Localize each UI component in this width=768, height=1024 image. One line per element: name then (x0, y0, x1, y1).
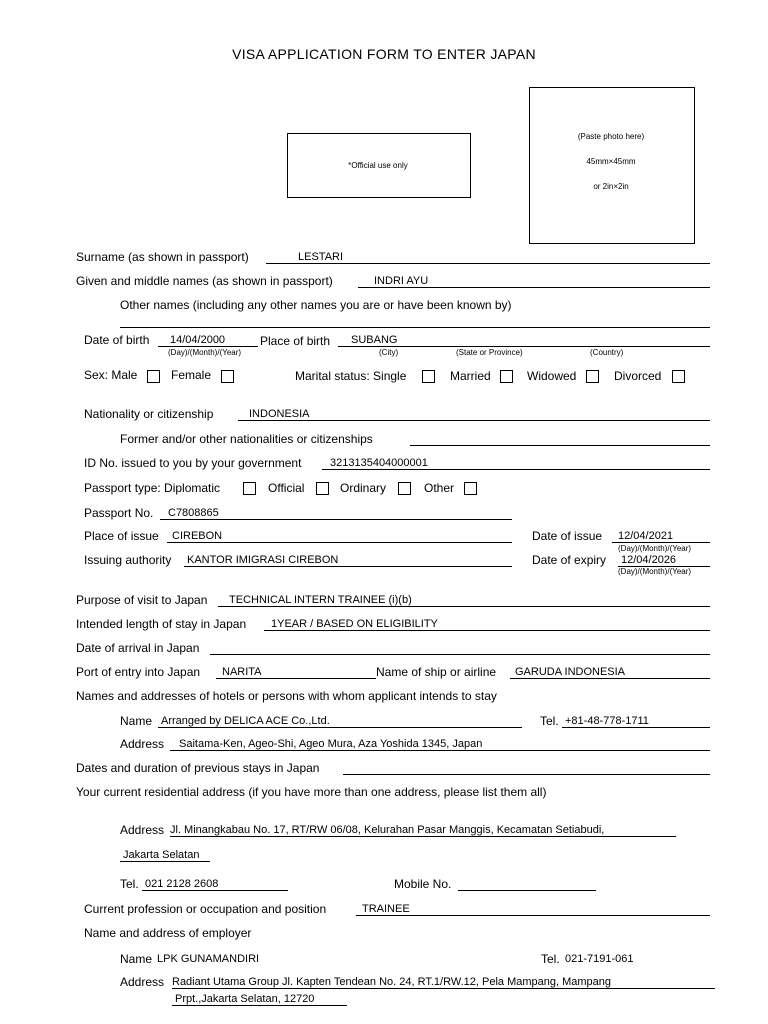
emp-name-value: LPK GUNAMANDIRI (157, 953, 260, 965)
previous-stays-line[interactable] (343, 774, 710, 775)
other-names-line[interactable] (120, 327, 710, 328)
given-names-value: INDRI AYU (374, 275, 429, 287)
emp-address-value-1: Radiant Utama Group Jl. Kapten Tendean No. 24, RT.1/RW.12, Pela Mampang, Mampang (172, 976, 612, 988)
profession-label: Current profession or occupation and position (84, 902, 327, 916)
employer-label: Name and address of employer (84, 926, 252, 940)
host-address-label: Address (120, 737, 165, 751)
host-name-label: Name (120, 714, 153, 728)
passport-ordinary-checkbox[interactable] (398, 482, 411, 495)
date-of-issue-value: 12/04/2021 (618, 530, 674, 542)
res-address-label: Address (120, 823, 165, 837)
emp-tel-label: Tel. (541, 952, 560, 966)
form-title: VISA APPLICATION FORM TO ENTER JAPAN (232, 46, 536, 62)
host-tel-value: +81-48-778-1711 (565, 715, 649, 727)
previous-stays-label: Dates and duration of previous stays in Japan (76, 761, 320, 775)
mobile-line[interactable] (458, 890, 596, 891)
port-of-entry-value: NARITA (222, 666, 262, 678)
date-of-expiry-value: 12/04/2026 (621, 554, 677, 566)
marital-divorced-label: Divorced (614, 369, 662, 383)
issuing-authority-value: KANTOR IMIGRASI CIREBON (187, 554, 339, 566)
former-nationality-label: Former and/or other nationalities or citizenships (120, 432, 373, 446)
date-of-expiry-label: Date of expiry (532, 553, 607, 567)
emp-address-label: Address (120, 975, 165, 989)
passport-official-label: Official (268, 481, 305, 495)
pob-hint-city: (City) (379, 348, 399, 357)
former-nationality-line[interactable] (410, 445, 710, 446)
host-name-value: Arranged by DELICA ACE Co.,Ltd. (161, 715, 330, 727)
emp-address-value-2: Prpt.,Jakarta Selatan, 12720 (175, 993, 315, 1005)
host-address-value: Saitama-Ken, Ageo-Shi, Ageo Mura, Aza Yoshida 1345, Japan (179, 738, 483, 750)
emp-name-label: Name (120, 952, 153, 966)
surname-label: Surname (as shown in passport) (76, 250, 249, 264)
length-of-stay-label: Intended length of stay in Japan (76, 617, 247, 631)
place-of-issue-value: CIREBON (172, 530, 223, 542)
ship-airline-label: Name of ship or airline (376, 665, 497, 679)
nationality-value: INDONESIA (249, 408, 310, 420)
marital-married-label: Married (450, 369, 491, 383)
marital-label: Marital status: Single (295, 369, 407, 383)
length-of-stay-value: 1YEAR / BASED ON ELIGIBILITY (271, 618, 438, 630)
marital-widowed-checkbox[interactable] (586, 370, 599, 383)
emp-tel-value: 021-7191-061 (565, 953, 634, 965)
surname-value: LESTARI (298, 251, 344, 263)
nationality-label: Nationality or citizenship (84, 407, 214, 421)
date-of-arrival-label: Date of arrival in Japan (76, 641, 200, 655)
port-of-entry-label: Port of entry into Japan (76, 665, 201, 679)
id-no-label: ID No. issued to you by your government (84, 456, 302, 470)
res-tel-value: 021 2128 2608 (145, 878, 219, 890)
issuing-authority-label: Issuing authority (84, 553, 172, 567)
place-of-issue-label: Place of issue (84, 529, 159, 543)
photo-label-1: (Paste photo here) (577, 132, 645, 141)
passport-official-checkbox[interactable] (316, 482, 329, 495)
res-address-value-2: Jakarta Selatan (123, 849, 200, 861)
passport-type-label: Passport type: Diplomatic (84, 481, 221, 495)
marital-married-checkbox[interactable] (500, 370, 513, 383)
purpose-label: Purpose of visit to Japan (76, 593, 208, 607)
passport-no-value: C7808865 (168, 507, 219, 519)
passport-diplomatic-checkbox[interactable] (243, 482, 256, 495)
id-no-value: 3213135404000001 (330, 457, 428, 469)
sex-male-checkbox[interactable] (147, 370, 160, 383)
sex-female-label: Female (171, 368, 212, 382)
given-names-label: Given and middle names (as shown in passport) (76, 274, 333, 288)
date-of-arrival-line[interactable] (210, 654, 710, 655)
purpose-value: TECHNICAL INTERN TRAINEE (i)(b) (229, 594, 412, 606)
pob-hint-state: (State or Province) (456, 348, 523, 357)
res-tel-label: Tel. (120, 877, 139, 891)
dob-value: 14/04/2000 (170, 334, 226, 346)
official-use-label: *Official use only (348, 161, 408, 170)
host-tel-label: Tel. (540, 714, 559, 728)
photo-label-2: 45mm×45mm (586, 157, 636, 166)
sex-female-checkbox[interactable] (221, 370, 234, 383)
passport-ordinary-label: Ordinary (340, 481, 387, 495)
res-address-value-1: Jl. Minangkabau No. 17, RT/RW 06/08, Kelurahan Pasar Manggis, Kecamatan Setiabudi, (170, 824, 605, 836)
passport-other-checkbox[interactable] (464, 482, 477, 495)
date-of-expiry-hint: (Day)/(Month)/(Year) (618, 567, 692, 576)
profession-value: TRAINEE (362, 903, 410, 915)
pob-hint-country: (Country) (590, 348, 624, 357)
date-of-issue-hint: (Day)/(Month)/(Year) (618, 544, 692, 553)
pob-value: SUBANG (351, 334, 398, 346)
dob-hint: (Day)/(Month)/(Year) (168, 348, 242, 357)
passport-no-label: Passport No. (84, 506, 154, 520)
hotels-label: Names and addresses of hotels or persons with whom applicant intends to stay (76, 689, 497, 703)
sex-label: Sex: Male (84, 368, 138, 382)
dob-label: Date of birth (84, 333, 150, 347)
marital-divorced-checkbox[interactable] (672, 370, 685, 383)
other-names-label: Other names (including any other names you are or have been known by) (120, 298, 512, 312)
marital-widowed-label: Widowed (527, 369, 577, 383)
passport-other-label: Other (424, 481, 455, 495)
residential-label: Your current residential address (if you have more than one address, please list them all) (76, 785, 547, 799)
ship-airline-value: GARUDA INDONESIA (515, 666, 626, 678)
photo-label-3: or 2in×2in (593, 182, 629, 191)
marital-single-checkbox[interactable] (422, 370, 435, 383)
pob-label: Place of birth (260, 334, 331, 348)
date-of-issue-label: Date of issue (532, 529, 603, 543)
mobile-label: Mobile No. (394, 877, 452, 891)
